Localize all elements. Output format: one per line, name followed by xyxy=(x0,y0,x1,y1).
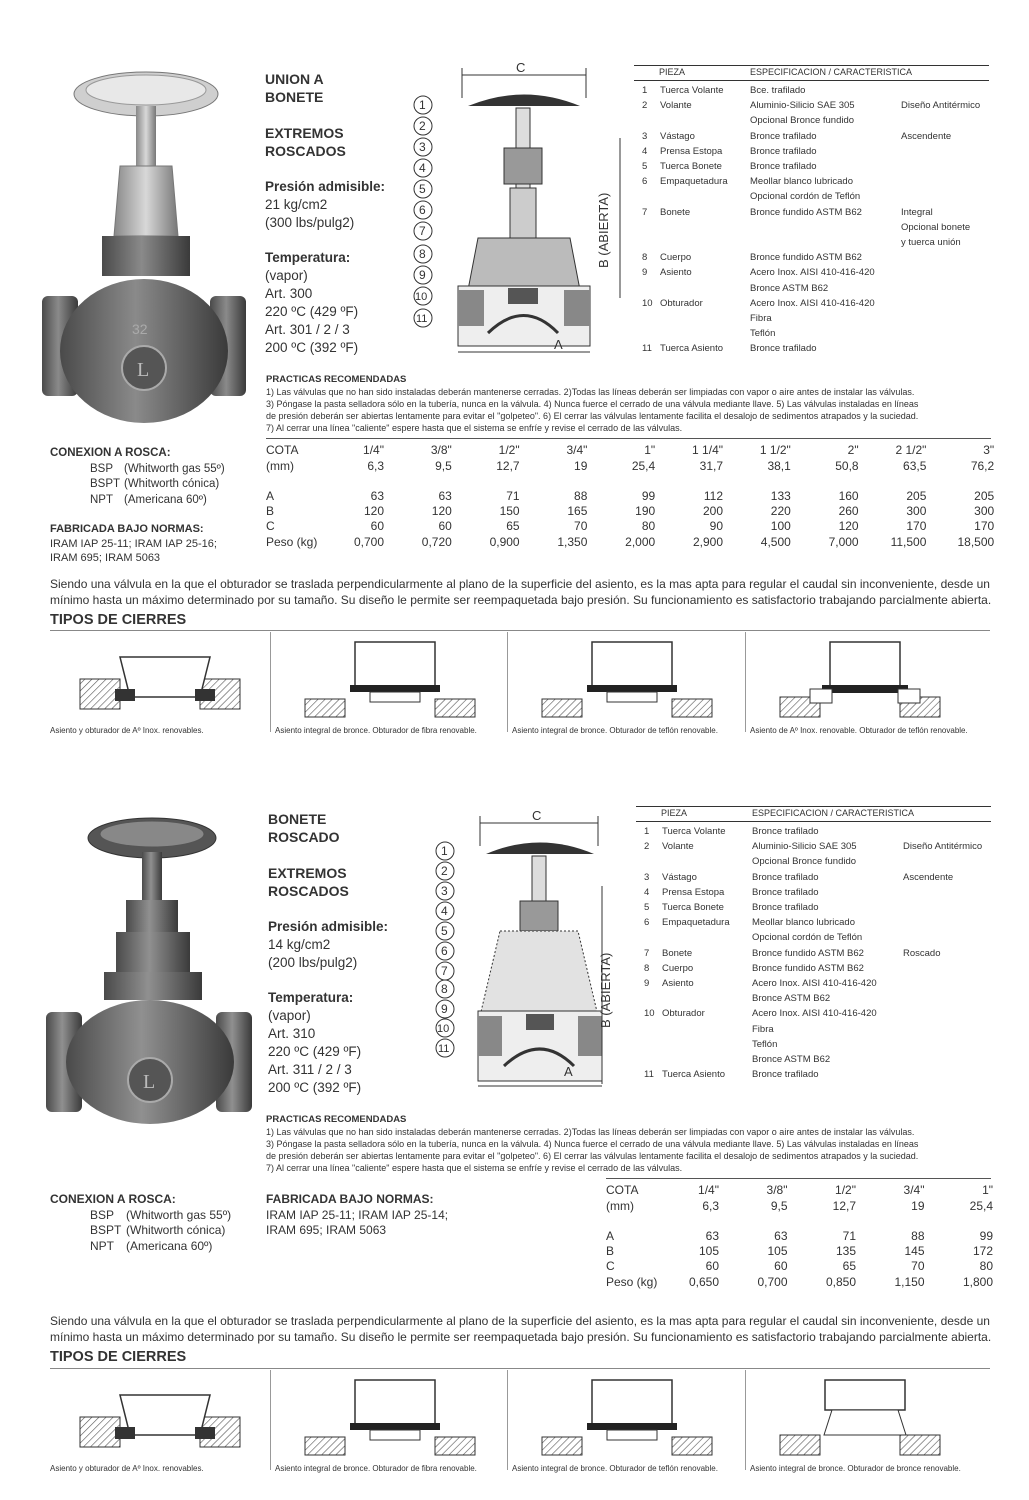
spec-num: 10 xyxy=(644,1008,655,1020)
heading-bonete: BONETE ROSCADO xyxy=(268,811,340,845)
dimension-table-1 xyxy=(266,438,995,553)
callout-10 xyxy=(436,1019,454,1037)
svg-text:L: L xyxy=(143,1071,156,1093)
spec-especificacion: Meollar blanco lubricado xyxy=(750,176,853,188)
pressure-block: Presión admisible: 21 kg/cm2 (300 lbs/pulg2) xyxy=(265,179,386,230)
dim-cell: 4,500 xyxy=(760,535,791,549)
callout-3 xyxy=(436,882,454,900)
closure-caption: Asiento de Aº Inox. renovable. Obturador de teflón renovable. xyxy=(750,726,968,735)
dim-row-label: C xyxy=(606,1259,615,1273)
mm-label: (mm) xyxy=(266,459,294,473)
svg-text:L: L xyxy=(137,359,150,381)
dim-cell: 170 xyxy=(906,519,927,533)
spec-pieza: Tuerca Bonete xyxy=(662,902,724,913)
callout-4 xyxy=(436,902,454,920)
spec-especificacion: Acero Inox. AISI 410-416-420 xyxy=(752,978,877,989)
closure-divider xyxy=(507,632,508,732)
closure-divider xyxy=(270,632,271,732)
spec-especificacion: Fibra xyxy=(752,1023,774,1035)
spec-especificacion: Opcional Bronce fundido xyxy=(750,115,855,127)
callout-10 xyxy=(414,287,432,305)
spec-pieza: Bonete xyxy=(662,947,693,959)
dim-cell: 105 xyxy=(767,1244,788,1258)
description-1: Siendo una válvula en la que el obturador se traslada perpendicularmente al plano de la superficie del asiento, es la mas apta para regular el caudal sin inconveniente, desde un mínimo hasta un máximo determinado por su tamaño. Su diseño le permite ser reempaquetada bajo presión. Su funcionamiento es satisfactorio trabajando parcialmente abierta. xyxy=(50,577,992,607)
spec-pieza: Cuerpo xyxy=(662,962,694,974)
dim-cell: 135 xyxy=(835,1244,856,1258)
closure-diagram-1 xyxy=(70,1375,270,1465)
callout-3 xyxy=(414,138,432,156)
size-header: 2" xyxy=(847,443,859,457)
dim-cell: 220 xyxy=(770,504,791,518)
mm-value: 50,8 xyxy=(835,459,859,473)
closure-diagram-2 xyxy=(295,637,495,727)
callout-9 xyxy=(414,266,432,284)
spec-especificacion: Bronce trafilado xyxy=(750,145,817,157)
callout-7 xyxy=(436,962,454,980)
closure-caption: Asiento integral de bronce. Obturador de teflón renovable. xyxy=(512,726,718,735)
dim-b-label: B (ABIERTA) xyxy=(598,952,613,1028)
tipos-de-cierres-title-2: TIPOS DE CIERRES xyxy=(50,1349,187,1365)
size-header: 1/2" xyxy=(835,1183,856,1197)
dim-cell: 145 xyxy=(904,1244,925,1258)
dim-c-label: C xyxy=(532,808,542,823)
svg-text:1: 1 xyxy=(419,98,426,112)
dim-cell: 172 xyxy=(972,1244,993,1258)
spec-especificacion: Bronce trafilado xyxy=(752,902,819,913)
dim-cell: 88 xyxy=(911,1229,925,1243)
callout-8 xyxy=(414,245,432,263)
dim-row-label: B xyxy=(606,1244,615,1258)
normas-block-1: FABRICADA BAJO NORMAS: IRAM IAP 25-11; IRAM IAP 25-16; IRAM 695; IRAM 5063 xyxy=(50,523,217,564)
spec-num: 11 xyxy=(644,1069,654,1081)
spec-caracteristica: Opcional bonete xyxy=(901,221,971,233)
dim-cell: 300 xyxy=(974,504,995,518)
svg-text:6: 6 xyxy=(419,203,426,217)
dimension-table-2 xyxy=(606,1178,991,1293)
size-header: 2 1/2" xyxy=(895,443,927,457)
heading-extremos: EXTREMOS ROSCADOS xyxy=(268,865,349,899)
mm-value: 6,3 xyxy=(702,1199,719,1213)
spec-pieza: Volante xyxy=(660,100,692,112)
dim-cell: 63 xyxy=(438,489,452,503)
svg-text:6: 6 xyxy=(441,944,448,958)
spec-num: 2 xyxy=(642,100,648,112)
dim-cell: 205 xyxy=(906,489,927,503)
spec-num: 7 xyxy=(644,947,650,959)
spec-especificacion: Bce. trafilado xyxy=(750,85,806,96)
spec-especificacion: Opcional Bronce fundido xyxy=(752,856,857,868)
dim-cell: 0,720 xyxy=(421,535,452,549)
dim-cell: 112 xyxy=(703,489,723,503)
spec-num: 2 xyxy=(644,841,650,853)
spec-caracteristica: Integral xyxy=(901,206,933,218)
size-header: 3/8" xyxy=(430,443,452,457)
mm-value: 9,5 xyxy=(770,1199,788,1213)
dim-cell: 190 xyxy=(635,504,656,518)
mm-value: 25,4 xyxy=(969,1199,993,1213)
svg-text:4: 4 xyxy=(419,161,426,175)
spec-num: 5 xyxy=(642,161,648,172)
dim-cell: 165 xyxy=(567,504,588,518)
closure-caption: Asiento y obturador de Aº Inox. renovables. xyxy=(50,726,204,735)
callout-1 xyxy=(414,96,432,114)
cota-label: COTA xyxy=(266,443,299,457)
svg-text:3: 3 xyxy=(419,140,426,154)
dim-cell: 70 xyxy=(911,1259,925,1273)
svg-text:10: 10 xyxy=(437,1023,450,1035)
spec-pieza: Asiento xyxy=(660,267,692,279)
spec-num: 1 xyxy=(642,85,648,96)
svg-text:11: 11 xyxy=(438,1043,450,1055)
size-header: 3/4" xyxy=(903,1183,925,1197)
conexion-block-2: CONEXION A ROSCA: BSP (Whitworth gas 55º) BSPT (Whitworth cónica) NPT (Americana 60º) xyxy=(50,1192,232,1253)
photo-mark: 32 xyxy=(132,321,148,337)
callout-2 xyxy=(436,862,454,880)
svg-text:8: 8 xyxy=(419,247,426,261)
dim-cell: 70 xyxy=(574,519,588,533)
dim-cell: 150 xyxy=(499,504,520,518)
heading-union: UNION A BONETE xyxy=(265,71,324,105)
spec-pieza: Obturador xyxy=(660,297,703,309)
spec-especificacion: Meollar blanco lubricado xyxy=(752,917,855,929)
valve-cross-section-2 xyxy=(430,806,645,1096)
spec-num: 9 xyxy=(642,267,648,279)
spec-num: 8 xyxy=(644,962,650,974)
spec-num: 6 xyxy=(644,917,650,929)
dim-cell: 63 xyxy=(370,489,384,503)
spec-especificacion: Bronce trafilado xyxy=(752,1069,819,1081)
closure-divider xyxy=(270,1370,271,1470)
svg-text:8: 8 xyxy=(441,982,448,996)
dim-cell: 120 xyxy=(838,519,859,533)
dim-cell: 133 xyxy=(770,489,791,503)
size-header: 1/4" xyxy=(363,443,384,457)
dim-cell: 160 xyxy=(838,489,859,503)
dim-cell: 200 xyxy=(702,504,723,518)
spec-especificacion: Acero Inox. AISI 410-416-420 xyxy=(750,297,875,309)
dim-row-label: A xyxy=(266,489,275,503)
svg-text:2: 2 xyxy=(441,864,448,878)
dim-cell: 60 xyxy=(438,519,452,533)
closure-caption: Asiento integral de bronce. Obturador de bronce renovable. xyxy=(750,1464,961,1473)
spec-especificacion: Opcional cordón de Teflón xyxy=(750,191,861,203)
spec-caracteristica: Ascendente xyxy=(901,130,952,142)
dim-row-label: C xyxy=(266,519,275,533)
closure-diagram-3 xyxy=(532,1375,732,1465)
practicas-recomendadas-2: PRACTICAS RECOMENDADAS 1) Las válvulas que no han sido instaladas deberán mantenerse cerradas. 2)Todas las líneas deberán ser limpiadas con vapor o aire antes de instalar las válvulas. 3) Póngase la pasta selladora sólo en la tubería, nunca en la válvula. 4) Nunca fuerce el cerrado de una válvula mediante llave. 5) Las válvulas instaladas en líneas de presión deberán ser abiertas lentamente para evitar el "golpeteo". 6) El cerrar las válvulas lentamente facilita el desalojo de sedimentos atrapados y la suciedad. 7) Al cerrar una línea "caliente" espere hasta que el sistema se enfríe y revise el cerrado de las válvulas. xyxy=(266,1114,919,1173)
spec-caracteristica: Ascendente xyxy=(903,871,954,883)
closure-diagram-4 xyxy=(770,1375,970,1465)
dim-cell: 88 xyxy=(574,489,588,503)
dim-cell: 11,500 xyxy=(890,535,927,549)
spec-pieza: Vástago xyxy=(662,871,697,883)
svg-text:7: 7 xyxy=(419,224,426,238)
spec-pieza: Tuerca Bonete xyxy=(660,161,722,172)
valve-photo-1 xyxy=(42,66,242,426)
spec-especificacion: Aluminio-Silicio SAE 305 xyxy=(750,100,855,112)
temperature-block: Temperatura: (vapor) Art. 300 220 ºC (429 ºF) Art. 301 / 2 / 3 200 ºC (392 ºF) xyxy=(265,250,359,355)
closure-diagram-2 xyxy=(295,1375,495,1465)
closure-diagram-1 xyxy=(70,637,270,727)
spec-caracteristica: Diseño Antitérmico xyxy=(901,100,981,112)
spec-pieza: Empaquetadura xyxy=(662,917,730,929)
spec-especificacion: Bronce ASTM B62 xyxy=(750,282,829,294)
closure-caption: Asiento integral de bronce. Obturador de teflón renovable. xyxy=(512,1464,718,1473)
callout-4 xyxy=(414,159,432,177)
dim-cell: 90 xyxy=(709,519,723,533)
svg-text:9: 9 xyxy=(419,268,426,282)
size-header: 1" xyxy=(982,1183,993,1197)
size-header: 1 1/2" xyxy=(759,443,791,457)
mm-value: 12,7 xyxy=(496,459,520,473)
dim-row-label: Peso (kg) xyxy=(266,535,318,549)
spec-pieza: Bonete xyxy=(660,206,691,218)
dim-cell: 2,000 xyxy=(625,535,656,549)
dim-cell: 65 xyxy=(506,519,520,533)
callout-2 xyxy=(414,117,432,135)
dim-cell: 63 xyxy=(705,1229,719,1243)
svg-text:5: 5 xyxy=(419,182,426,196)
spec-especificacion: Bronce trafilado xyxy=(750,343,817,355)
spec-pieza: Volante xyxy=(662,841,694,853)
spec-caracteristica: y tuerca unión xyxy=(901,237,961,248)
spec-pieza: Obturador xyxy=(662,1008,705,1020)
spec-num: 10 xyxy=(642,297,653,309)
spec-table-1 xyxy=(634,65,989,365)
dim-row-label: A xyxy=(606,1229,615,1243)
dim-cell: 80 xyxy=(641,519,656,533)
tipos-de-cierres-title-1: TIPOS DE CIERRES xyxy=(50,612,187,628)
dim-cell: 0,850 xyxy=(825,1275,856,1289)
closure-divider xyxy=(745,1370,746,1470)
callout-5 xyxy=(414,180,432,198)
dim-cell: 1,800 xyxy=(962,1275,993,1289)
callout-11 xyxy=(414,309,432,327)
mm-value: 19 xyxy=(574,459,588,473)
dim-a-label: A xyxy=(554,337,563,352)
spec-especificacion: Fibra xyxy=(750,313,772,324)
closure-diagram-4 xyxy=(770,637,970,727)
dim-cell: 1,150 xyxy=(894,1275,925,1289)
spec-especificacion: Opcional cordón de Teflón xyxy=(752,932,863,944)
dim-cell: 100 xyxy=(770,519,791,533)
dim-cell: 2,900 xyxy=(692,535,723,549)
spec-especificacion: Teflón xyxy=(750,328,776,340)
dim-cell: 63 xyxy=(774,1229,788,1243)
closure-caption: Asiento integral de bronce. Obturador de fibra renovable. xyxy=(275,726,477,735)
spec-pieza: Tuerca Volante xyxy=(662,826,726,837)
spec-pieza: Prensa Estopa xyxy=(660,145,723,157)
dim-cell: 60 xyxy=(774,1259,788,1273)
mm-value: 6,3 xyxy=(367,459,384,473)
spec-num: 9 xyxy=(644,978,650,989)
mm-value: 63,5 xyxy=(903,459,927,473)
dim-cell: 0,650 xyxy=(688,1275,719,1289)
spec-especificacion: Acero Inox. AISI 410-416-420 xyxy=(752,1008,877,1020)
svg-text:9: 9 xyxy=(441,1002,448,1016)
pressure-block: Presión admisible: 14 kg/cm2 (200 lbs/pulg2) xyxy=(268,919,389,970)
spec-header: PIEZA ESPECIFICACION / CARACTERISTICA xyxy=(634,65,989,81)
mm-value: 12,7 xyxy=(832,1199,856,1213)
spec-especificacion: Bronce fundido ASTM B62 xyxy=(752,962,864,974)
dim-cell: 65 xyxy=(842,1259,856,1273)
spec-pieza: Tuerca Asiento xyxy=(660,343,724,355)
dim-cell: 7,000 xyxy=(828,535,859,549)
spec-pieza: Asiento xyxy=(662,978,694,989)
spec-pieza: Vástago xyxy=(660,130,695,142)
spec-caracteristica: Roscado xyxy=(903,947,941,959)
dim-a-label: A xyxy=(564,1064,573,1079)
size-header: 1 1/4" xyxy=(692,443,723,457)
svg-text:7: 7 xyxy=(441,964,448,978)
dim-cell: 260 xyxy=(838,504,859,518)
dim-row-label: B xyxy=(266,504,275,518)
spec-num: 3 xyxy=(644,871,650,883)
dim-cell: 18,500 xyxy=(957,535,995,549)
mm-value: 19 xyxy=(911,1199,925,1213)
spec-pieza: Prensa Estopa xyxy=(662,886,725,898)
dim-cell: 71 xyxy=(842,1229,856,1243)
size-header: 3/4" xyxy=(566,443,588,457)
dim-cell: 71 xyxy=(506,489,520,503)
mm-label: (mm) xyxy=(606,1199,634,1213)
dim-cell: 99 xyxy=(979,1229,993,1243)
closure-divider xyxy=(507,1370,508,1470)
spec-num: 1 xyxy=(644,826,650,837)
spec-especificacion: Bronce fundido ASTM B62 xyxy=(750,206,862,218)
dim-cell: 120 xyxy=(431,504,452,518)
dim-cell: 0,700 xyxy=(757,1275,788,1289)
spec-table-2 xyxy=(636,806,991,1086)
normas-block-2: FABRICADA BAJO NORMAS: IRAM IAP 25-11; IRAM IAP 25-14; IRAM 695; IRAM 5063 xyxy=(266,1192,449,1237)
spec-especificacion: Teflón xyxy=(752,1038,778,1050)
spec-especificacion: Bronce trafilado xyxy=(752,886,819,898)
spec-num: 4 xyxy=(644,886,650,898)
size-header: 1" xyxy=(644,443,656,457)
size-header: 1/2" xyxy=(498,443,520,457)
mm-value: 38,1 xyxy=(767,459,791,473)
closure-divider xyxy=(745,632,746,732)
mm-value: 25,4 xyxy=(631,459,656,473)
callout-6 xyxy=(414,201,432,219)
dim-cell: 105 xyxy=(698,1244,719,1258)
dim-cell: 0,900 xyxy=(489,535,520,549)
svg-text:1: 1 xyxy=(441,844,448,858)
spec-especificacion: Bronce trafilado xyxy=(750,161,817,172)
spec-num: 4 xyxy=(642,145,648,157)
spec-num: 5 xyxy=(644,902,650,913)
svg-text:11: 11 xyxy=(416,313,428,325)
svg-text:3: 3 xyxy=(441,884,448,898)
spec-num: 3 xyxy=(642,130,648,142)
dim-cell: 300 xyxy=(906,504,927,518)
cota-label: COTA xyxy=(606,1183,639,1197)
dim-cell: 170 xyxy=(974,519,995,533)
spec-especificacion: Acero Inox. AISI 410-416-420 xyxy=(750,267,875,279)
size-header: 3" xyxy=(983,443,995,457)
dim-b-label: B (ABIERTA) xyxy=(596,192,611,268)
spec-especificacion: Bronce ASTM B62 xyxy=(752,993,831,1005)
spec-pieza: Cuerpo xyxy=(660,252,692,264)
spec-especificacion: Bronce trafilado xyxy=(752,826,819,837)
svg-text:2: 2 xyxy=(419,119,426,133)
closure-caption: Asiento integral de bronce. Obturador de fibra renovable. xyxy=(275,1464,477,1473)
dim-cell: 60 xyxy=(705,1259,719,1273)
spec-especificacion: Bronce trafilado xyxy=(750,130,817,142)
description-2: Siendo una válvula en la que el obturador se traslada perpendicularmente al plano de la superficie del asiento, es la mas apta para regular el caudal sin inconveniente, desde un mínimo hasta un máximo determinado por su tamaño. Su diseño le permite ser reempaquetada bajo presión. Su funcionamiento es satisfactorio trabajando parcialmente abierta. xyxy=(50,1314,992,1344)
spec-especificacion: Bronce fundido ASTM B62 xyxy=(752,947,864,959)
spec-header: PIEZA ESPECIFICACION / CARACTERISTICA xyxy=(636,806,991,822)
spec-pieza: Tuerca Volante xyxy=(660,85,724,96)
svg-text:4: 4 xyxy=(441,904,448,918)
spec-num: 7 xyxy=(642,206,648,218)
svg-text:10: 10 xyxy=(415,291,428,303)
dim-row-label: Peso (kg) xyxy=(606,1275,658,1289)
mm-value: 31,7 xyxy=(699,459,723,473)
spec-especificacion: Aluminio-Silicio SAE 305 xyxy=(752,841,857,853)
svg-text:5: 5 xyxy=(441,924,448,938)
mm-value: 76,2 xyxy=(970,459,995,473)
closure-diagram-3 xyxy=(532,637,732,727)
dim-cell: 60 xyxy=(370,519,384,533)
spec-num: 8 xyxy=(642,252,648,264)
size-header: 1/4" xyxy=(698,1183,719,1197)
callout-7 xyxy=(414,222,432,240)
size-header: 3/8" xyxy=(766,1183,788,1197)
dim-cell: 99 xyxy=(641,489,656,503)
closure-caption: Asiento y obturador de Aº Inox. renovables. xyxy=(50,1464,204,1473)
heading-extremos: EXTREMOS ROSCADOS xyxy=(265,125,346,159)
spec-caracteristica: Diseño Antitérmico xyxy=(903,841,983,853)
callout-11 xyxy=(436,1039,454,1057)
callout-8 xyxy=(436,980,454,998)
mm-value: 9,5 xyxy=(435,459,452,473)
spec-pieza: Tuerca Asiento xyxy=(662,1069,726,1081)
spec-num: 11 xyxy=(642,343,652,355)
temperature-block: Temperatura: (vapor) Art. 310 220 ºC (429 ºF) Art. 311 / 2 / 3 200 ºC (392 ºF) xyxy=(268,990,362,1095)
callout-5 xyxy=(436,922,454,940)
spec-pieza: Empaquetadura xyxy=(660,176,728,188)
valve-photo-2 xyxy=(46,812,246,1122)
valve-cross-section-1 xyxy=(408,58,623,358)
dim-cell: 80 xyxy=(979,1259,993,1273)
spec-especificacion: Bronce fundido ASTM B62 xyxy=(750,252,862,264)
dim-c-label: C xyxy=(516,60,526,75)
spec-num: 6 xyxy=(642,176,648,188)
dim-cell: 120 xyxy=(363,504,384,518)
conexion-block-1: CONEXION A ROSCA: BSP (Whitworth gas 55º) BSPT (Whitworth cónica) NPT (Americana 60º) xyxy=(50,447,225,506)
dim-cell: 205 xyxy=(974,489,995,503)
dim-cell: 0,700 xyxy=(353,535,384,549)
callout-1 xyxy=(436,842,454,860)
practicas-recomendadas-1: PRACTICAS RECOMENDADAS 1) Las válvulas que no han sido instaladas deberán mantenerse cerradas. 2)Todas las líneas deberán ser limpiadas con vapor o aire antes de instalar las válvulas. 3) Póngase la pasta selladora sólo en la tubería, nunca en la válvula. 4) Nunca fuerce el cerrado de una válvula mediante llave. 5) Las válvulas instaladas en líneas de presión deberán ser abiertas lentamente para evitar el "golpeteo". 6) El cerrar las válvulas lentamente facilita el desalojo de sedimentos atrapados y la suciedad. 7) Al cerrar una línea "caliente" espere hasta que el sistema se enfríe y revise el cerrado de las válvulas. xyxy=(266,374,919,433)
dim-cell: 1,350 xyxy=(557,535,588,549)
callout-9 xyxy=(436,1000,454,1018)
spec-especificacion: Bronce ASTM B62 xyxy=(752,1054,831,1065)
spec-especificacion: Bronce trafilado xyxy=(752,871,819,883)
callout-6 xyxy=(436,942,454,960)
